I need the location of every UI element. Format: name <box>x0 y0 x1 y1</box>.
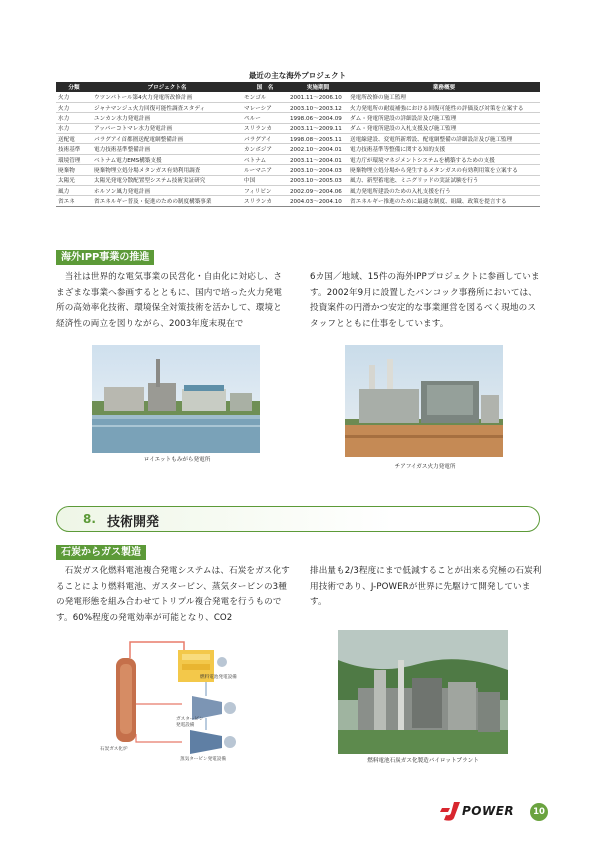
table-cell: フィリピン <box>242 186 288 196</box>
table-cell: 2003.10〜2004.03 <box>288 165 348 175</box>
table-cell: ウツンパトール第4火力発電所改修計画 <box>92 92 242 102</box>
chapter-heading <box>56 506 540 532</box>
table-cell: 中国 <box>242 175 288 185</box>
table-cell: 風力、新型蓄電池、ミニグリッドの実証試験を行う <box>348 175 540 185</box>
table-cell: 2003.10〜2003.12 <box>288 102 348 112</box>
table-cell: ジャナマンジュ火力回復可能性調査スタディ <box>92 102 242 112</box>
table-cell: 1998.08〜2005.11 <box>288 134 348 144</box>
table-cell: 火力発電所の耐震補強における回復可能性の評価及び対策を立案する <box>348 102 540 112</box>
table-row <box>56 154 540 164</box>
photo-rice-husk-plant <box>92 345 260 453</box>
coal-text-right: 排出量も2/3程度にまで低減することが出来る究極の石炭利用技術であり、J-POWERが世界に先駆けて開発しています。 <box>310 566 542 608</box>
table-cell: 水力 <box>56 123 92 133</box>
table-cell: ペルー <box>242 113 288 123</box>
table-cell: 太陽光発電分散配置型システム技術実証研究 <box>92 175 242 185</box>
label-fuel-cell: 燃料電池発電設備 <box>200 675 237 680</box>
table-cell: 水力 <box>56 113 92 123</box>
table-cell: 技術基準 <box>56 144 92 154</box>
table-row <box>56 165 540 175</box>
table-row <box>56 123 540 133</box>
table-cell: 発電所改修の施工監理 <box>348 92 540 102</box>
table-cell: 2004.03〜2004.10 <box>288 196 348 206</box>
col-header: 分類 <box>56 82 92 92</box>
coal-text-left: 石炭ガス化燃料電池複合発電システムは、石炭をガス化することにより燃料電池、ガスタービン、蒸気タービンの3種の発電形態を組み合わせてトリプル複合発電を行うものです。60%程度の発電効率が可能となり、CO2 <box>56 566 290 623</box>
caption-pilot-plant: 燃料電池石炭ガス化製造パイロットプラント <box>367 758 479 764</box>
table-cell: 電力庁が環境マネジメントシステムを構築するための支援 <box>348 154 540 164</box>
caption-gas-plant: チアフイガス火力発電所 <box>394 464 456 470</box>
photo-gas-plant <box>345 345 503 457</box>
col-header: 国 名 <box>242 82 288 92</box>
table-cell: 太陽光 <box>56 175 92 185</box>
j-power-logo-icon <box>440 800 464 822</box>
table-cell: 火力 <box>56 102 92 112</box>
table-cell: 電力技術基準整備計画 <box>92 144 242 154</box>
table-cell: 2003.11〜2004.01 <box>288 154 348 164</box>
caption-rice-husk-plant: ロイエットもみがら発電所 <box>143 457 211 463</box>
section-heading-coal: 石炭からガス製造 <box>56 545 146 560</box>
table-cell: パラグアイ首都圏送配電網整備計画 <box>92 134 242 144</box>
table-cell: 廃棄物 <box>56 165 92 175</box>
table-row <box>56 92 540 102</box>
section-heading-ipp: 海外IPP事業の推進 <box>56 250 154 265</box>
table-row <box>56 113 540 123</box>
table-cell: パラグアイ <box>242 134 288 144</box>
col-header: 実施期間 <box>288 82 348 92</box>
table-cell: ユンカン水力発電計画 <box>92 113 242 123</box>
table-cell: 火力 <box>56 92 92 102</box>
table-cell: 送配電 <box>56 134 92 144</box>
table-row <box>56 196 540 206</box>
table-row <box>56 102 540 112</box>
table-cell: 廃棄物埋立処分場メタンガス有効利用調査 <box>92 165 242 175</box>
table-cell: スリランカ <box>242 123 288 133</box>
table-cell: マレーシア <box>242 102 288 112</box>
table-cell: ダム・発電所建設の入札支援及び施工監理 <box>348 123 540 133</box>
table-cell: 環境管理 <box>56 154 92 164</box>
table-cell: 2003.10〜2005.03 <box>288 175 348 185</box>
table-cell: 廃棄物埋立処分場から発生するメタンガスの有効利用策を立案する <box>348 165 540 175</box>
table-cell: 省エネ <box>56 196 92 206</box>
chapter-title: 技術開発 <box>107 515 160 530</box>
table-cell: 風力 <box>56 186 92 196</box>
table-cell: 省エネルギー推進のために最適な制度、組織、政策を提言する <box>348 196 540 206</box>
table-cell: スリランカ <box>242 196 288 206</box>
table-header-row <box>56 82 540 92</box>
table-cell: 2001.11〜2006.10 <box>288 92 348 102</box>
table-cell: アッパーコトマレ水力発電計画 <box>92 123 242 133</box>
table-cell: 電力技術基準等整備に関する知的支援 <box>348 144 540 154</box>
table-cell: ベトナム電力EMS構築支援 <box>92 154 242 164</box>
triple-combined-cycle-diagram <box>96 634 286 768</box>
label-steam-turbine: 蒸気タービン発電設備 <box>180 757 226 762</box>
table-title: 最近の主な海外プロジェクト <box>248 71 347 80</box>
table-cell: 2002.09〜2004.06 <box>288 186 348 196</box>
table-cell: 省エネルギー普及・促進のための制度構築事業 <box>92 196 242 206</box>
table-row <box>56 144 540 154</box>
label-gasifier: 石炭ガス化炉 <box>100 747 128 752</box>
logo-text: POWER <box>462 804 515 818</box>
label-gas-turbine: ガスタービン発電設備 <box>176 717 204 728</box>
table-row <box>56 134 540 144</box>
table-cell: ダム・発電所建設の詳細設計及び施工監理 <box>348 113 540 123</box>
chapter-number: 8. <box>83 512 96 526</box>
table-cell: 2002.10〜2004.01 <box>288 144 348 154</box>
table-cell: 1998.06〜2004.09 <box>288 113 348 123</box>
table-cell: 送電線建設、変電所新増設、配電網整備の詳細設計及び施工監理 <box>348 134 540 144</box>
table-cell: カンボジア <box>242 144 288 154</box>
ipp-text-left: 当社は世界的な電気事業の民営化・自由化に対応し、さまざまな事業へ参画するとともに、国内で培った火力発電所の高効率化技術、環境保全対策技術を活かして、環境と経済性の両立を図りながら、2003年度末現在で <box>56 272 283 329</box>
page-number: 10 <box>530 803 548 821</box>
photo-pilot-plant <box>338 630 508 754</box>
table-cell: 2003.11〜2009.11 <box>288 123 348 133</box>
table-cell: 風力発電所建設のための入札支援を行う <box>348 186 540 196</box>
table-row <box>56 186 540 196</box>
ipp-text-right: 6カ国／地域、15件の海外IPPプロジェクトに参画しています。2002年9月に設置したバンコック事務所においては、投資案件の円滑かつ安定的な事業運営を図るべく現地のスタッフとともに仕事をしています。 <box>310 272 540 329</box>
col-header: プロジェクト名 <box>92 82 242 92</box>
table-cell: ホルソン風力発電計画 <box>92 186 242 196</box>
table-cell: モンゴル <box>242 92 288 102</box>
table-row <box>56 175 540 185</box>
overseas-projects-table <box>56 82 540 207</box>
table-cell: ルーマニア <box>242 165 288 175</box>
col-header: 業務概要 <box>348 82 540 92</box>
table-cell: ベトナム <box>242 154 288 164</box>
